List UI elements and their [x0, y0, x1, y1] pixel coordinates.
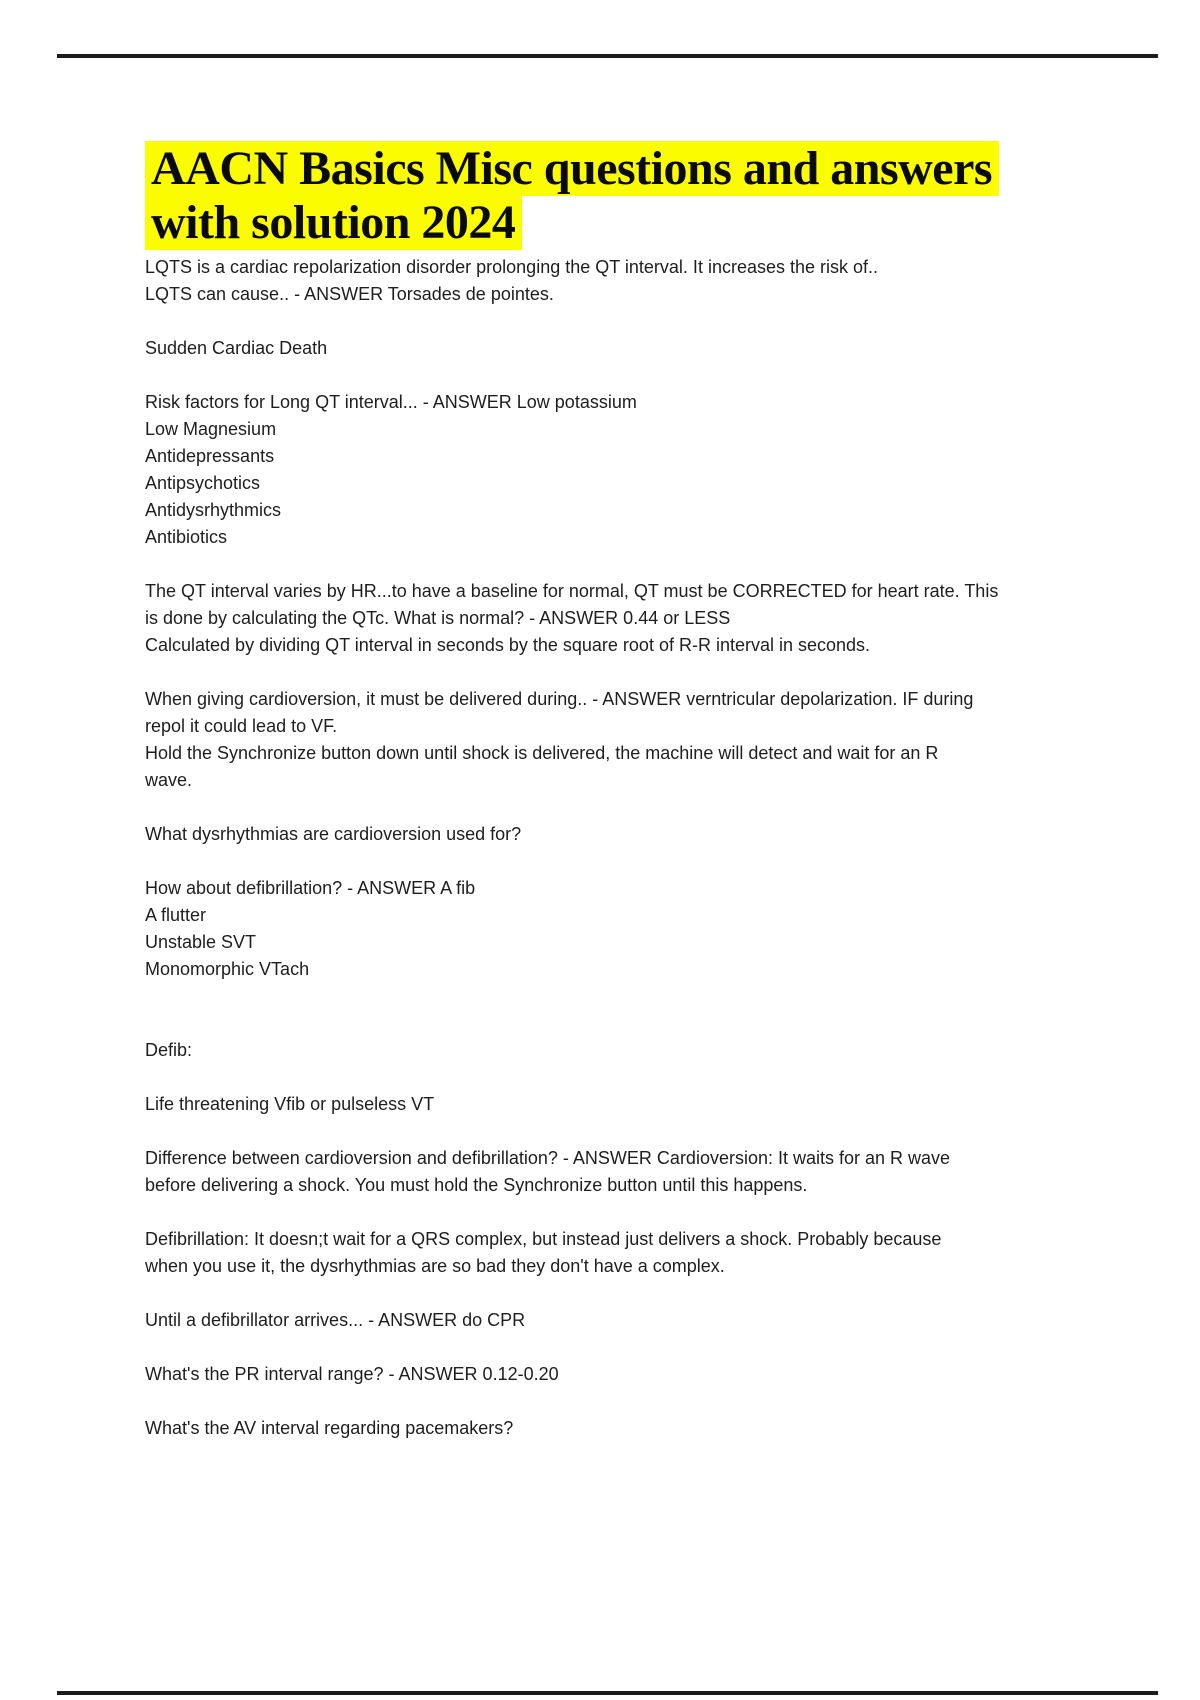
- paragraph-dysrhythmias-question: [145, 821, 998, 848]
- text-line: Calculated by dividing QT interval in seconds by the square root of R-R interval in seconds.: [145, 635, 871, 655]
- paragraph-av-interval: [145, 1415, 998, 1442]
- top-rule: [57, 54, 1158, 58]
- text-line: How about defibrillation? - ANSWER A fib: [145, 878, 476, 898]
- paragraph-life-threatening: [145, 1091, 998, 1118]
- text-line: What dysrhythmias are cardioversion used for?: [145, 824, 522, 844]
- text-line: Low Magnesium: [145, 419, 277, 439]
- text-line: before delivering a shock. You must hold the Synchronize button until this happens.: [145, 1175, 808, 1195]
- title-highlight-1: AACN Basics Misc questions and answers: [145, 141, 999, 196]
- text-line: Unstable SVT: [145, 932, 257, 952]
- text-line: Life threatening Vfib or pulseless VT: [145, 1094, 435, 1114]
- text-line: Monomorphic VTach: [145, 959, 310, 979]
- text-line: When giving cardioversion, it must be delivered during.. - ANSWER verntricular depolarization. IF during: [145, 689, 974, 709]
- paragraph-until-defibrillator: [145, 1307, 998, 1334]
- text-line: What's the AV interval regarding pacemakers?: [145, 1418, 514, 1438]
- paragraph-cardioversion-timing: [145, 686, 998, 794]
- paragraph-risk-factors: [145, 389, 998, 551]
- text-line: Defibrillation: It doesn;t wait for a QRS complex, but instead just delivers a shock. Probably because: [145, 1229, 942, 1249]
- text-line: Difference between cardioversion and defibrillation? - ANSWER Cardioversion: It waits for an R wave: [145, 1148, 951, 1168]
- title-line-1: [145, 142, 999, 196]
- page-title: [145, 142, 999, 250]
- bottom-rule: [57, 1691, 1158, 1695]
- paragraph-pr-interval: [145, 1361, 998, 1388]
- paragraph-difference: [145, 1145, 998, 1199]
- paragraph-defibrillation-uses: [145, 875, 998, 983]
- text-line: LQTS is a cardiac repolarization disorder prolonging the QT interval. It increases the risk of..: [145, 257, 879, 277]
- text-line: Antipsychotics: [145, 473, 261, 493]
- text-line: repol it could lead to VF.: [145, 716, 338, 736]
- text-line: wave.: [145, 770, 193, 790]
- text-line: Sudden Cardiac Death: [145, 338, 328, 358]
- text-line: Hold the Synchronize button down until shock is delivered, the machine will detect and wait for an R: [145, 743, 939, 763]
- document-body: [145, 254, 998, 1442]
- text-line: when you use it, the dysrhythmias are so bad they don't have a complex.: [145, 1256, 725, 1276]
- text-line: Risk factors for Long QT interval... - ANSWER Low potassium: [145, 392, 637, 412]
- paragraph-defibrillation-detail: [145, 1226, 998, 1280]
- text-line: LQTS can cause.. - ANSWER Torsades de pointes.: [145, 284, 554, 304]
- text-line: Defib:: [145, 1040, 193, 1060]
- paragraph-lqts: [145, 254, 998, 308]
- text-line: is done by calculating the QTc. What is normal? - ANSWER 0.44 or LESS: [145, 608, 731, 628]
- text-line: Until a defibrillator arrives... - ANSWER do CPR: [145, 1310, 526, 1330]
- text-line: A flutter: [145, 905, 207, 925]
- title-line-2: [145, 196, 999, 250]
- text-line: Antibiotics: [145, 527, 228, 547]
- paragraph-sudden-cardiac-death: [145, 335, 998, 362]
- text-line: Antidepressants: [145, 446, 275, 466]
- paragraph-qt-interval: [145, 578, 998, 659]
- text-line: What's the PR interval range? - ANSWER 0.12-0.20: [145, 1364, 559, 1384]
- text-line: Antidysrhythmics: [145, 500, 282, 520]
- title-highlight-2: with solution 2024: [145, 195, 522, 250]
- text-line: The QT interval varies by HR...to have a baseline for normal, QT must be CORRECTED for heart rate. This: [145, 581, 999, 601]
- paragraph-defib-label: [145, 1037, 998, 1064]
